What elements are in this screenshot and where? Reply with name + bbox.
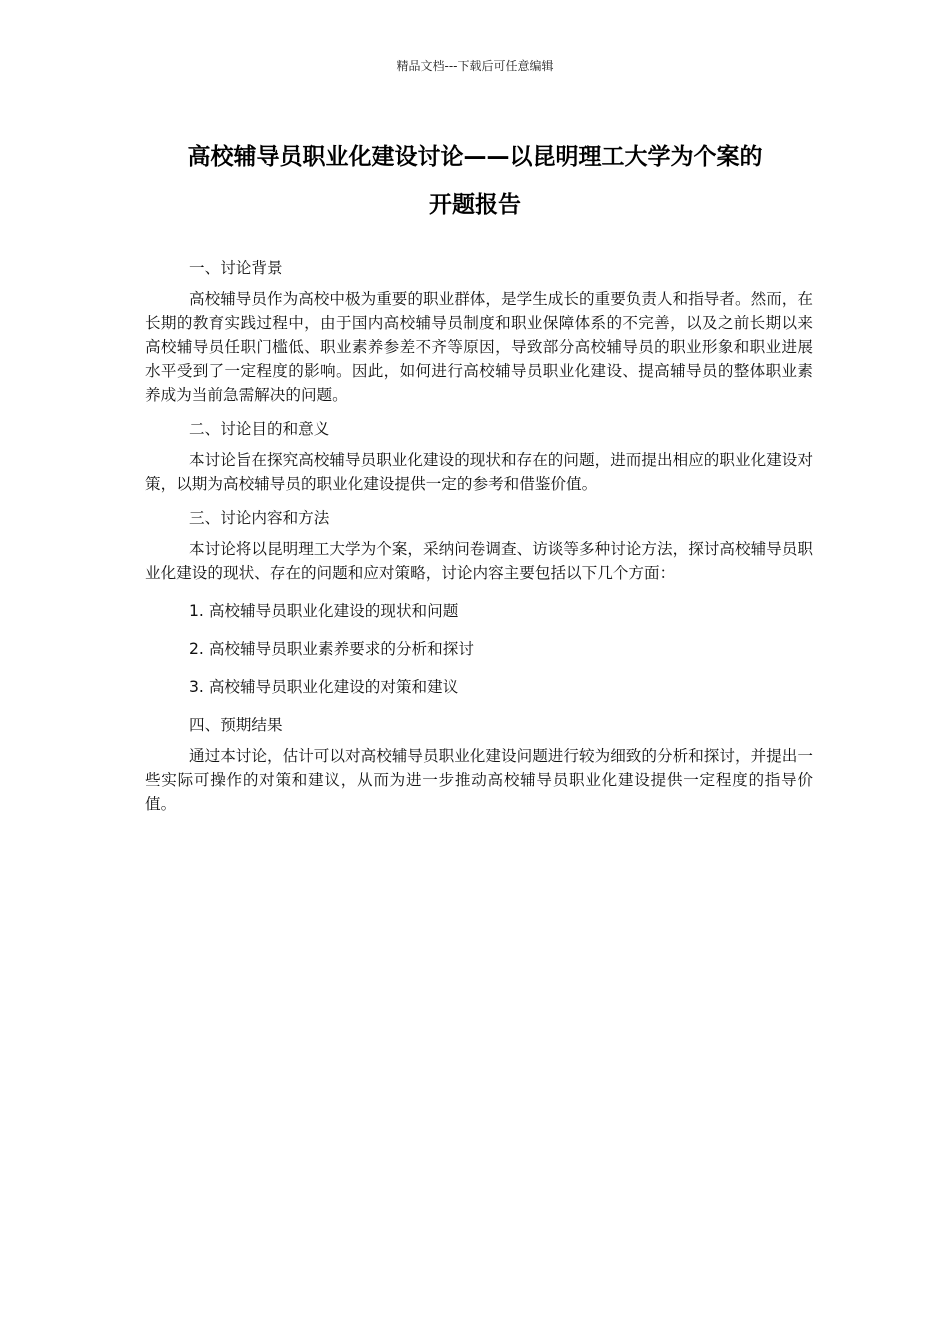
section-heading-expected-results: 四、预期结果 bbox=[189, 716, 283, 734]
page-header: 精品文档---下载后可任意编辑 bbox=[396, 59, 554, 73]
section-paragraph-background: 高校辅导员作为高校中极为重要的职业群体，是学生成长的重要负责人和指导者。然而，在长期的教育实践过程中，由于国内高校辅导员制度和职业保障体系的不完善，以及之前长期以来高校辅导员任职门槛低、职业素养参差不齐等原因，导致部分高校辅导员的职业形象和职业进展水平受到了一定程度的影响。因此，如何进行高校辅导员职业化建设、提高辅导员的整体职业素养成为当前急需解决的问题。 bbox=[145, 290, 813, 404]
content-list-item-2: 2. 高校辅导员职业素养要求的分析和探讨 bbox=[189, 640, 474, 658]
document-body bbox=[145, 256, 813, 816]
section-heading-content-method: 三、讨论内容和方法 bbox=[189, 509, 330, 527]
section-paragraph-content-method: 本讨论将以昆明理工大学为个案，采纳问卷调查、访谈等多种讨论方法，探讨高校辅导员职业化建设的现状、存在的问题和应对策略，讨论内容主要包括以下几个方面： bbox=[145, 540, 813, 582]
document-title-line-2: 开题报告 bbox=[429, 192, 521, 218]
section-heading-purpose: 二、讨论目的和意义 bbox=[189, 420, 330, 438]
section-paragraph-expected-results: 通过本讨论，估计可以对高校辅导员职业化建设问题进行较为细致的分析和探讨，并提出一些实际可操作的对策和建议，从而为进一步推动高校辅导员职业化建设提供一定程度的指导价值。 bbox=[145, 747, 813, 813]
document-title-line-1: 高校辅导员职业化建设讨论——以昆明理工大学为个案的 bbox=[187, 144, 763, 170]
section-paragraph-purpose: 本讨论旨在探究高校辅导员职业化建设的现状和存在的问题，进而提出相应的职业化建设对策，以期为高校辅导员的职业化建设提供一定的参考和借鉴价值。 bbox=[145, 451, 813, 493]
section-heading-background: 一、讨论背景 bbox=[189, 259, 283, 277]
content-list-item-3: 3. 高校辅导员职业化建设的对策和建议 bbox=[189, 678, 459, 696]
content-list-item-1: 1. 高校辅导员职业化建设的现状和问题 bbox=[189, 602, 459, 620]
